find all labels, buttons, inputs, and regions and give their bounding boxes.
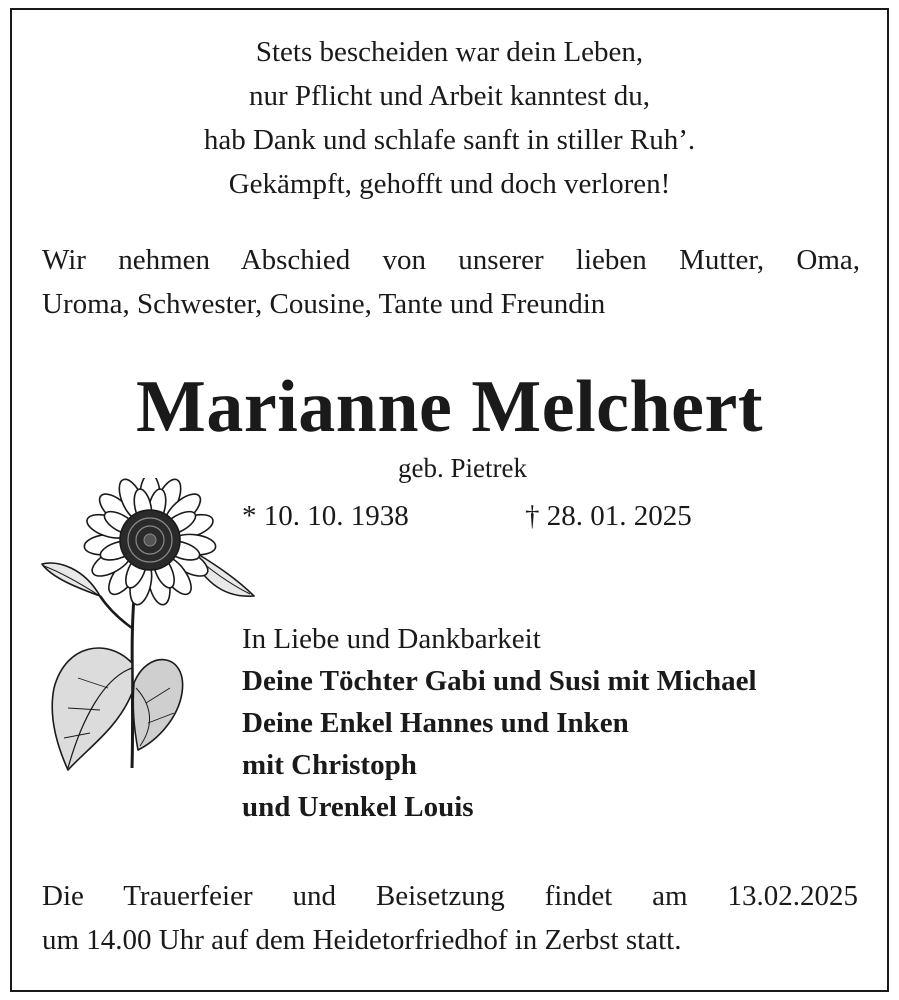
birth-date: * 10. 10. 1938 (242, 500, 409, 532)
life-dates (242, 496, 692, 536)
family-line: und Urenkel Louis (242, 791, 474, 823)
poem (0, 30, 899, 206)
family-line: mit Christoph (242, 749, 417, 781)
ceremony-line-2: um 14.00 Uhr auf dem Heidetorfriedhof in Zerbst statt. (42, 924, 682, 956)
birth-name: geb. Pietrek (398, 453, 527, 483)
poem-line: Stets bescheiden war dein Leben, (255, 36, 644, 68)
farewell-intro (42, 238, 860, 326)
deceased-name: Marianne Melchert (136, 366, 763, 448)
ceremony-line-1: Die Trauerfeier und Beisetzung findet am 13.02.2025 (42, 880, 858, 912)
poem-line: Gekämpft, gehofft und doch verloren! (228, 168, 671, 200)
family-opening: In Liebe und Dankbarkeit (242, 623, 541, 655)
intro-line-2: Uroma, Schwester, Cousine, Tante und Freundin (42, 288, 606, 320)
family-line: Deine Töchter Gabi und Susi mit Michael (242, 665, 757, 697)
intro-line-1: Wir nehmen Abschied von unserer lieben Mutter, Oma, (42, 244, 860, 276)
sunflower-icon (38, 478, 260, 778)
death-date: † 28. 01. 2025 (525, 500, 692, 532)
ceremony-info (42, 874, 858, 962)
family-line: Deine Enkel Hannes und Inken (242, 707, 629, 739)
family-signature (242, 618, 757, 828)
poem-line: nur Pflicht und Arbeit kanntest du, (248, 80, 651, 112)
poem-line: hab Dank und schlafe sanft in stiller Ruh’. (203, 124, 696, 156)
